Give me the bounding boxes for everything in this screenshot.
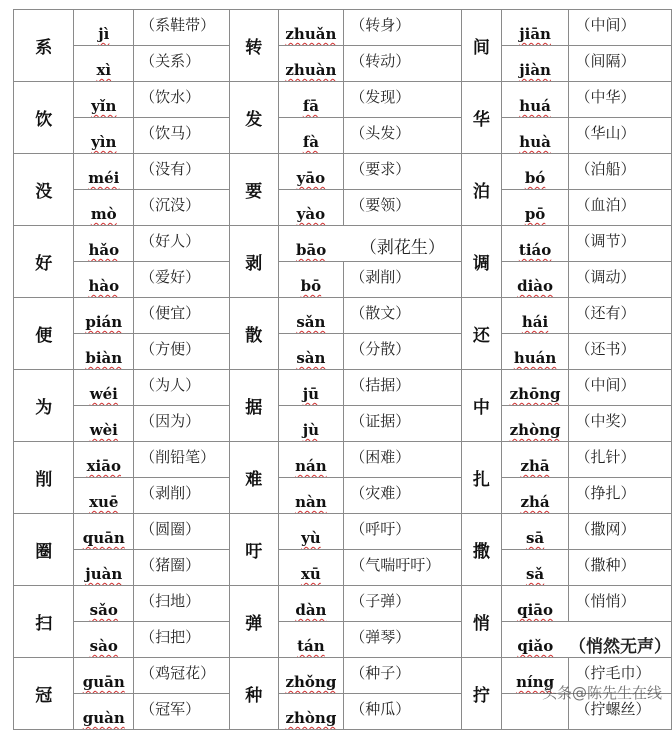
pinyin-cell [501,46,569,82]
pinyin-cell [278,658,344,694]
example-word: （扎针） [569,442,672,478]
pinyin: mò [90,205,117,223]
example-word: （冠军） [134,694,230,730]
pinyin: jiān [519,25,551,43]
pinyin-cell [74,226,134,262]
table-row [14,298,672,334]
example-word: （饮水） [134,82,230,118]
example-word: （方便） [134,334,230,370]
pinyin: sǎ [525,565,545,583]
character-cell: 泊 [462,154,502,226]
example-word: （头发） [344,118,462,154]
pinyin: fà [302,133,319,151]
pinyin: huán [513,349,557,367]
pinyin-cell [74,10,134,46]
character-cell: 中 [462,370,502,442]
pinyin-cell [74,514,134,550]
pinyin: tán [297,637,325,655]
pinyin-cell [501,226,569,262]
table-row [14,334,672,370]
pinyin-cell [278,478,344,514]
example-word: （要求） [344,154,462,190]
example-word: （种瓜） [344,694,462,730]
pinyin-cell [501,478,569,514]
pinyin: guān [82,673,125,691]
pinyin-cell [74,298,134,334]
character-cell: 种 [229,658,278,730]
table-row [14,550,672,586]
example-word: （削铅笔） [134,442,230,478]
pinyin: yù [301,529,321,547]
pinyin: sǎn [296,313,326,331]
example-word: （剥削） [134,478,230,514]
pinyin: juàn [85,565,123,583]
character-cell: 转 [229,10,278,82]
character-cell: 扎 [462,442,502,514]
pinyin-cell [278,262,344,298]
character-cell: 饮 [14,82,74,154]
example-word: （弹琴） [344,622,462,658]
pinyin: quān [82,529,125,547]
pinyin-cell [278,226,344,262]
pinyin-cell [501,262,569,298]
pinyin: bó [524,169,546,187]
example-word: （猪圈） [134,550,230,586]
pinyin-cell [501,514,569,550]
example-word: （种子） [344,658,462,694]
example-word: （中间） [569,10,672,46]
character-cell: 还 [462,298,502,370]
pinyin-cell [501,298,569,334]
character-cell: 间 [462,10,502,82]
character-cell: 华 [462,82,502,154]
pinyin: zhuàn [285,61,337,79]
table-row [14,478,672,514]
pinyin: sào [89,637,118,655]
pinyin: hái [521,313,549,331]
table-row [14,10,672,46]
pinyin-cell [501,334,569,370]
pinyin: jiàn [519,61,551,79]
pinyin: sǎo [89,601,118,619]
pinyin: dàn [295,601,327,619]
pinyin-cell [501,154,569,190]
pinyin-cell [74,154,134,190]
pinyin: jù [302,421,320,439]
pinyin: pián [85,313,123,331]
pinyin: yāo [296,169,326,187]
example-word: （间隔） [569,46,672,82]
table-row [14,46,672,82]
pinyin: jū [302,385,320,403]
example-word: （灾难） [344,478,462,514]
character-cell: 要 [229,154,278,226]
pinyin-cell [501,622,569,658]
example-word: （要领） [344,190,462,226]
example-word: （拮据） [344,370,462,406]
character-cell: 便 [14,298,74,370]
pinyin-cell [278,298,344,334]
example-word: （调节） [569,226,672,262]
pinyin: huá [519,97,551,115]
table-row [14,226,672,262]
pinyin: zhǒng [285,673,337,691]
pinyin-cell [501,82,569,118]
example-word: （扫地） [134,586,230,622]
character-cell: 好 [14,226,74,298]
table-row [14,370,672,406]
pinyin: nàn [295,493,327,511]
table-row [14,406,672,442]
pinyin: sā [525,529,545,547]
pinyin-cell [278,334,344,370]
pinyin-cell [74,622,134,658]
character-cell: 吁 [229,514,278,586]
pinyin: níng [516,673,555,691]
example-word: （困难） [344,442,462,478]
character-cell: 拧 [462,658,502,730]
pinyin-cell [501,370,569,406]
pinyin-cell [74,694,134,730]
pinyin-cell [74,478,134,514]
example-word: （剥花生） [344,226,462,262]
example-word: （中华） [569,82,672,118]
table-row [14,118,672,154]
pinyin: guàn [82,709,125,727]
pinyin-cell [278,46,344,82]
pinyin-cell [74,118,134,154]
pinyin-cell [501,118,569,154]
character-cell: 削 [14,442,74,514]
pinyin: zhōng [509,385,561,403]
pinyin: zhá [520,493,550,511]
pinyin-cell [501,586,569,622]
pinyin-cell [501,550,569,586]
pinyin-cell [74,442,134,478]
table-row [14,586,672,622]
character-cell: 据 [229,370,278,442]
pinyin: méi [88,169,120,187]
pinyin-cell [278,118,344,154]
character-cell: 冠 [14,658,74,730]
example-word: （撒网） [569,514,672,550]
example-word: （饮马） [134,118,230,154]
example-word: （中间） [569,370,672,406]
pinyin-cell [501,190,569,226]
pinyin-cell [278,514,344,550]
example-word: （中奖） [569,406,672,442]
example-word: （撒种） [569,550,672,586]
pinyin-cell [278,694,344,730]
example-word: （剥削） [344,262,462,298]
example-word: （关系） [134,46,230,82]
pinyin-cell [74,370,134,406]
example-word: （爱好） [134,262,230,298]
pinyin-cell [501,406,569,442]
example-word: （子弹） [344,586,462,622]
example-word: （扫把） [134,622,230,658]
pinyin-cell [74,406,134,442]
pinyin: zhuǎn [285,25,337,43]
pinyin-cell [278,442,344,478]
pinyin-cell [501,442,569,478]
character-cell: 扫 [14,586,74,658]
pinyin-cell [501,10,569,46]
table-row [14,262,672,298]
example-word: （气喘吁吁） [344,550,462,586]
example-word: （分散） [344,334,462,370]
character-cell: 圈 [14,514,74,586]
example-word: （呼吁） [344,514,462,550]
watermark: 头条@陈先生在线 [541,684,662,702]
table-row [14,442,672,478]
pinyin: yìn [91,133,117,151]
table-row [14,622,672,658]
pinyin: wéi [89,385,118,403]
example-word: （系鞋带） [134,10,230,46]
example-word: （转身） [344,10,462,46]
example-word: （拧螺丝） [569,694,672,730]
pinyin: zhòng [509,421,561,439]
pinyin-cell [74,550,134,586]
pinyin-cell [74,334,134,370]
pinyin: diào [517,277,554,295]
example-word: （转动） [344,46,462,82]
pinyin-cell [74,658,134,694]
example-word: （证据） [344,406,462,442]
example-word: （好人） [134,226,230,262]
character-cell: 为 [14,370,74,442]
table-row [14,154,672,190]
example-word: （发现） [344,82,462,118]
pinyin-cell [278,10,344,46]
pinyin: huà [519,133,551,151]
pinyin-cell [278,370,344,406]
character-cell: 散 [229,298,278,370]
pinyin-cell [278,550,344,586]
example-word: （为人） [134,370,230,406]
pinyin: bō [300,277,322,295]
pinyin: nán [295,457,327,475]
pinyin: fā [302,97,319,115]
example-word: （泊船） [569,154,672,190]
pinyin: wèi [89,421,118,439]
pinyin: xū [300,565,321,583]
pinyin: zhā [520,457,550,475]
pinyin-cell [278,154,344,190]
example-word: （还有） [569,298,672,334]
polyphonic-characters-table [13,9,672,730]
example-word: （没有） [134,154,230,190]
pinyin-cell [74,46,134,82]
character-cell: 撒 [462,514,502,586]
example-word: （散文） [344,298,462,334]
table-row [14,82,672,118]
table-row [14,514,672,550]
pinyin: pō [524,205,546,223]
example-word: （血泊） [569,190,672,226]
example-word: （华山） [569,118,672,154]
pinyin-cell [278,190,344,226]
pinyin: xuē [89,493,119,511]
pinyin-cell [278,586,344,622]
pinyin: qiǎo [517,637,554,655]
example-word: （便宜） [134,298,230,334]
pinyin-cell [278,622,344,658]
pinyin-cell [74,262,134,298]
pinyin-cell [74,190,134,226]
pinyin: hào [88,277,120,295]
pinyin: sàn [296,349,326,367]
character-cell: 发 [229,82,278,154]
character-cell: 系 [14,10,74,82]
pinyin: bāo [296,241,327,259]
pinyin-cell [74,82,134,118]
pinyin: xiāo [86,457,121,475]
example-word: （鸡冠花） [134,658,230,694]
character-cell: 弹 [229,586,278,658]
pinyin: hǎo [88,241,120,259]
pinyin: yào [296,205,326,223]
pinyin: yǐn [91,97,117,115]
example-word: （圆圈） [134,514,230,550]
pinyin: jì [98,25,110,43]
character-cell: 剥 [229,226,278,298]
pinyin: xì [96,61,112,79]
example-word: （调动） [569,262,672,298]
pinyin: zhòng [285,709,337,727]
example-word: （沉没） [134,190,230,226]
character-cell: 调 [462,226,502,298]
character-cell: 难 [229,442,278,514]
character-cell: 悄 [462,586,502,658]
pinyin-cell [74,586,134,622]
example-word: （悄悄） [569,586,672,622]
pinyin: qiāo [517,601,554,619]
pinyin-cell [278,406,344,442]
example-word: （因为） [134,406,230,442]
pinyin: tiáo [518,241,552,259]
table-row [14,190,672,226]
pinyin: biàn [85,349,123,367]
example-word: （拧毛巾） [569,658,672,694]
example-word: （挣扎） [569,478,672,514]
example-word: （还书） [569,334,672,370]
pinyin-cell [278,82,344,118]
character-cell: 没 [14,154,74,226]
example-word: （悄然无声） [569,622,672,658]
